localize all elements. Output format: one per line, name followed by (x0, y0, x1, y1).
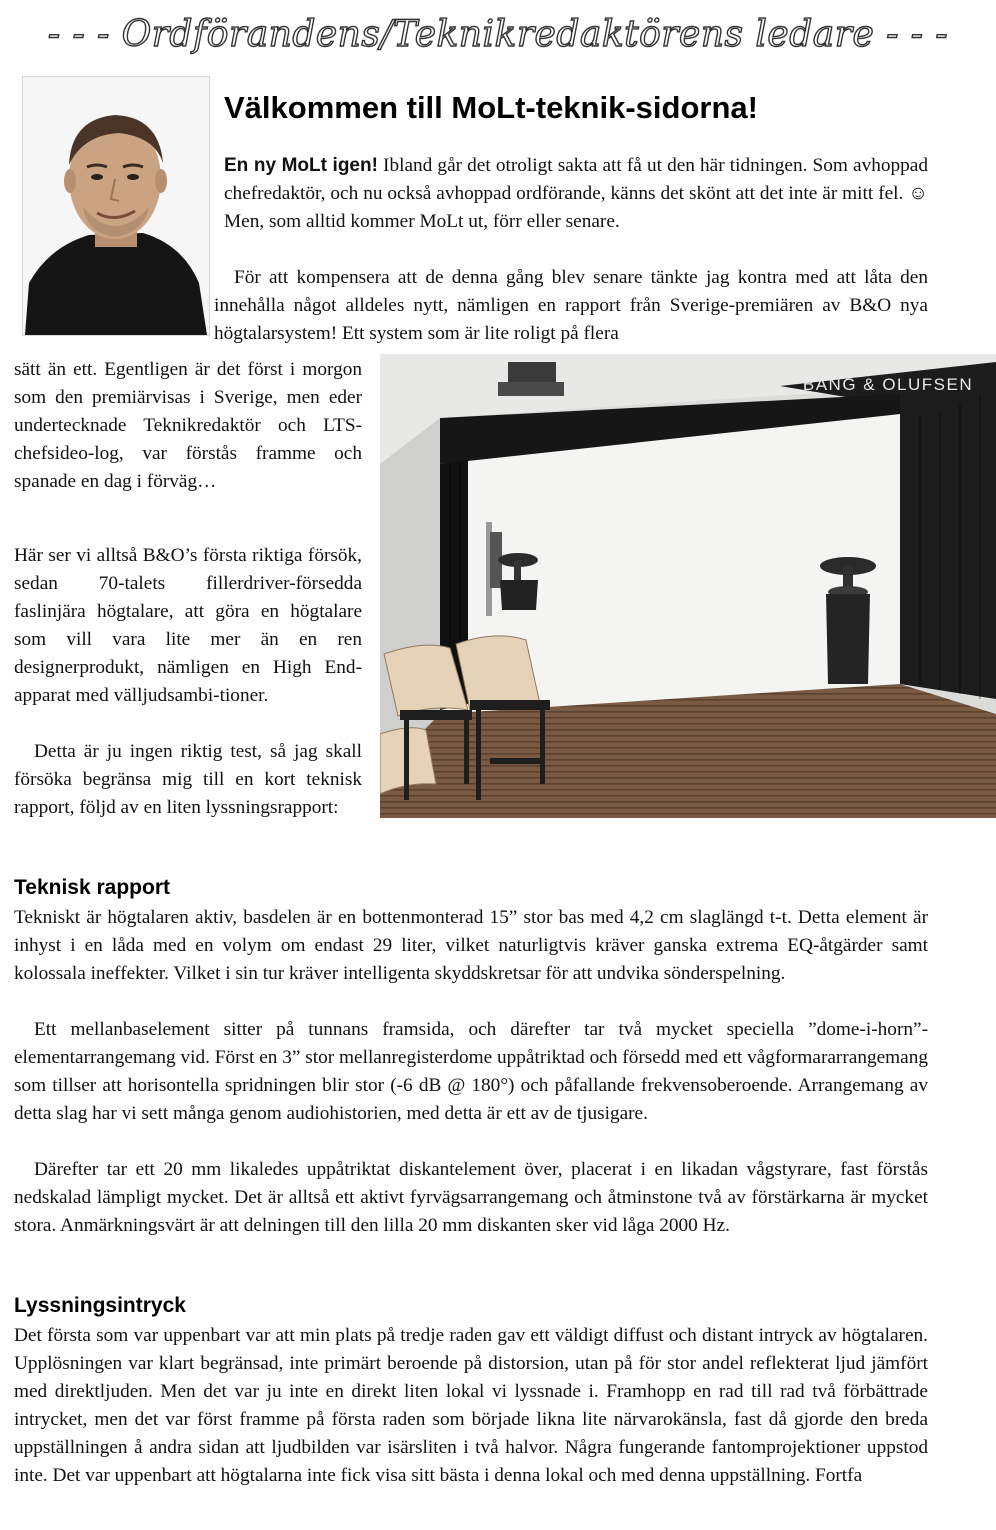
author-portrait-image (23, 77, 209, 335)
showroom-photo (380, 354, 996, 818)
paragraph-2-continued: sätt än ett. Egentligen är det först i morgon som den premiärvisas i Sverige, men eder undertecknade Teknikredaktör och LTS-chefsideo-log, var förstås framme och spanade en dag i förväg… (14, 359, 362, 492)
author-portrait (22, 76, 210, 336)
section-heading-listening: Lyssningsintryck (14, 1294, 186, 1317)
intro-lead: En ny MoLt igen! (224, 155, 378, 176)
showroom-photo-image (380, 354, 996, 818)
paragraph-2: För att kompensera att de denna gång blev senare tänkte jag kontra med att låta den innehålla något alldeles nytt, nämligen en rapport från Sverige-premiären av B&O nya högtalarsystem! Ett system som är lite roligt på flera (214, 267, 928, 344)
technical-paragraph-3: Därefter tar ett 20 mm likaledes uppåtriktat diskantelement över, placerat i en likadan vågstyrare, fast förstås nedskalad lämpligt mycket. Det är alltså ett aktivt fyrvägsarrangemang och åtminstone två av förstärkarna är mycket stora. Anmärkningsvärt är att delningen till den lilla 20 mm diskanten sker vid låga 2000 Hz. (14, 1159, 928, 1236)
photo-brand-sign: BANG & OLUFSEN (802, 375, 974, 394)
technical-paragraph-1: Tekniskt är högtalaren aktiv, basdelen är en bottenmonterad 15” stor bas med 4,2 cm slaglängd t-t. Detta element är inhyst i en låda med en volym om endast 29 liter, vilket naturligtvis kräver ganska extrema EQ-åtgärder samt kolossala ineffekter. Vilket i sin tur kräver intelligenta skyddskretsar för att undvika sönderspelning. (14, 907, 928, 984)
section-heading-technical: Teknisk rapport (14, 876, 170, 899)
page-banner: - - - Ordförandens/Teknikredaktörens ledare - - - (47, 14, 949, 55)
listening-paragraph-1: Det första som var uppenbart var att min plats på tredje raden gav ett väldigt diffust och distant intryck av högtalaren. Upplösningen var klart begränsad, inte primärt beroende på distorsion, utan på för stor andel reflekterat ljud jämfört med direktljuden. Men det var ju inte en direkt liten lokal vi lyssnade i. Framhopp en rad till rad två förbättrade intrycket, men det var först framme på första raden som började likna lite närvarokänsla, fast då gjorde den breda uppställningen å andra sidan att ljudbilden var isärsliten i två halvor. Några fungerande fantomprojektioner uppstod inte. Det var uppenbart att högtalarna inte fick visa sitt bästa i denna lokal och med denna uppställning. Fortfa (14, 1325, 928, 1486)
intro-paragraph (224, 152, 928, 236)
paragraph-3: Här ser vi alltså B&O’s första riktiga försök, sedan 70-talets fillerdriver-försedda faslinjära högtalare, att göra en högtalare som vill vara lite mer än en ren designerprodukt, nämligen en High End-apparat med välljudsambi-tioner. (14, 545, 362, 706)
article-title: Välkommen till MoLt-teknik-sidorna! (224, 90, 758, 125)
intro-text: Ibland går det otroligt sakta att få ut den här tidningen. Som avhoppad chefredaktör, och nu också avhoppad ordförande, känns det skönt att det inte är mitt fel. ☺ Men, som alltid kommer MoLt ut, förr eller senare. (224, 155, 928, 232)
technical-paragraph-2: Ett mellanbaselement sitter på tunnans framsida, och därefter tar två mycket speciella ”dome-i-horn”-elementarrangemang vid. Först en 3” stor mellanregisterdome uppåtriktad och försedd med ett vågformararrangemang som tillser att horisontella spridningen blir stor (-6 dB @ 180°) och påfallande frekvensoberoende. Arrangemang av detta slag har vi sett många genom audiohistorien, med detta är ett av de tjusigare. (14, 1019, 928, 1124)
paragraph-4: Detta är ju ingen riktig test, så jag skall försöka begränsa mig till en kort teknisk rapport, följd av en liten lyssningsrapport: (14, 741, 362, 818)
